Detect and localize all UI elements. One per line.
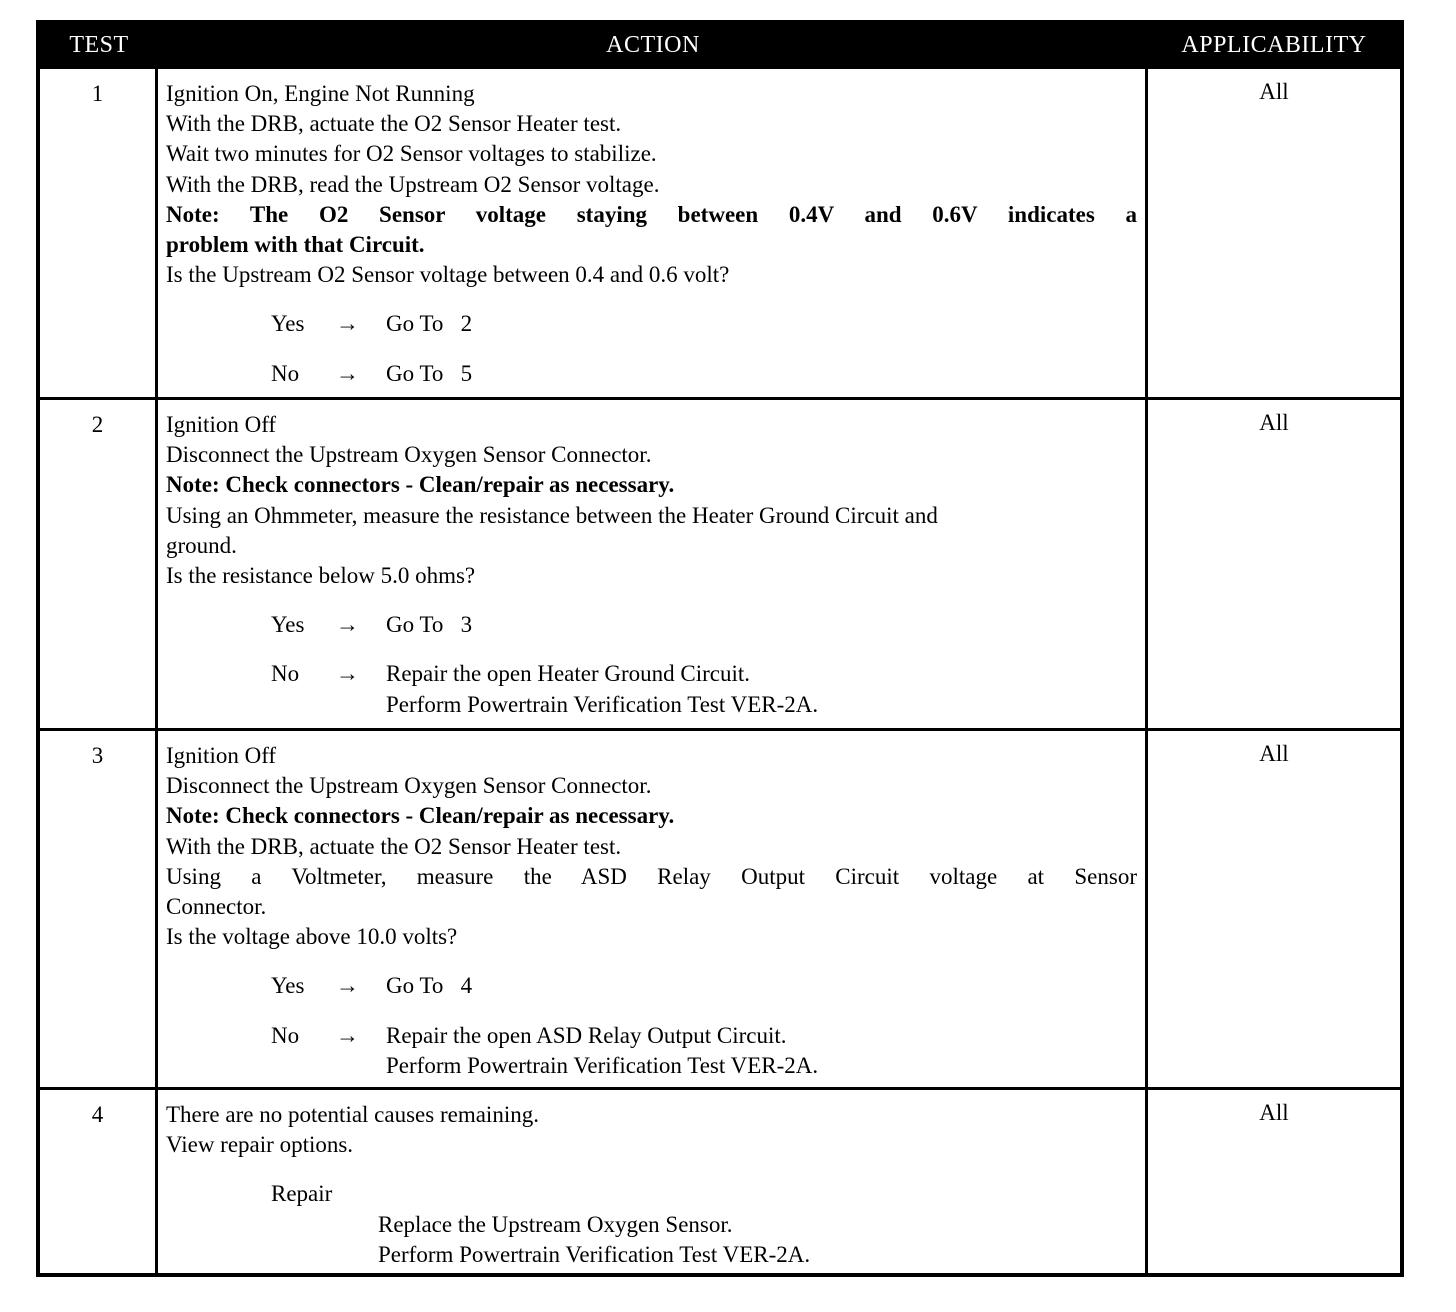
table-row-test-4 <box>40 1087 1400 1273</box>
test-number: 1 <box>40 69 158 397</box>
applicability-cell: All <box>1259 741 1289 766</box>
yes-branch <box>271 309 1137 339</box>
repair-line: Replace the Upstream Oxygen Sensor. <box>378 1211 733 1237</box>
action-line: View repair options. <box>166 1132 354 1158</box>
action-line: Ignition Off <box>166 743 277 768</box>
no-label: No <box>271 360 300 386</box>
no-label: No <box>271 661 300 687</box>
action-line: With the DRB, actuate the O2 Sensor Heater test. <box>166 111 622 137</box>
applicability-cell: All <box>1259 1100 1289 1125</box>
arrow-icon: → <box>336 311 359 337</box>
no-branch <box>271 359 1137 389</box>
arrow-icon: → <box>336 973 359 999</box>
no-target-line: Perform Powertrain Verification Test VER-2A. <box>386 1052 819 1078</box>
action-line: Ignition Off <box>166 412 277 437</box>
no-target-line: Repair the open ASD Relay Output Circuit. <box>386 1022 787 1048</box>
action-line: Using a Voltmeter, measure the ASD Relay Output Circuit voltage at Sensor <box>166 863 1137 889</box>
yes-label: Yes <box>271 973 305 999</box>
yes-label: Yes <box>271 311 305 337</box>
action-line: Disconnect the Upstream Oxygen Sensor Connector. <box>166 442 652 468</box>
action-line: Using an Ohmmeter, measure the resistance between the Heater Ground Circuit and <box>166 502 938 528</box>
no-branch <box>271 1021 1137 1081</box>
action-line: Wait two minutes for O2 Sensor voltages to stabilize. <box>166 141 657 167</box>
no-target <box>386 1021 1137 1081</box>
diagnostic-table <box>36 20 1404 1277</box>
action-cell <box>158 731 1148 1087</box>
action-line: With the DRB, read the Upstream O2 Sensor voltage. <box>166 171 660 197</box>
header-action: ACTION <box>606 31 700 58</box>
note-line: Note: Check connectors - Clean/repair as necessary. <box>166 803 675 829</box>
yes-branch <box>271 610 1137 640</box>
arrow-icon: → <box>336 661 359 687</box>
repair-label: Repair <box>271 1181 333 1207</box>
test-number: 3 <box>40 731 158 1087</box>
table-row-test-2 <box>40 397 1400 728</box>
header-test: TEST <box>69 31 129 58</box>
action-line: There are no potential causes remaining. <box>166 1102 539 1127</box>
no-target <box>386 659 1137 719</box>
note-line: Note: The O2 Sensor voltage staying between 0.4V and 0.6V indicates a <box>166 201 1137 227</box>
action-line: Disconnect the Upstream Oxygen Sensor Connector. <box>166 773 652 799</box>
table-row-test-3 <box>40 728 1400 1087</box>
question-line: Is the Upstream O2 Sensor voltage between 0.4 and 0.6 volt? <box>166 262 730 288</box>
action-cell <box>158 69 1148 397</box>
action-line: Ignition On, Engine Not Running <box>166 81 475 106</box>
action-cell <box>158 1090 1148 1273</box>
yes-branch <box>271 971 1137 1001</box>
arrow-icon: → <box>336 612 359 638</box>
question-line: Is the resistance below 5.0 ohms? <box>166 563 476 589</box>
arrow-icon: → <box>336 360 359 386</box>
no-label: No <box>271 1022 300 1048</box>
header-applicability: APPLICABILITY <box>1181 31 1367 58</box>
no-target: Go To 5 <box>386 360 473 386</box>
test-number: 4 <box>40 1090 158 1273</box>
no-target-line: Repair the open Heater Ground Circuit. <box>386 661 751 687</box>
yes-target: Go To 4 <box>386 973 473 999</box>
applicability-cell: All <box>1259 79 1289 104</box>
yes-label: Yes <box>271 612 305 638</box>
action-line: Connector. <box>166 894 267 920</box>
note-line: Note: Check connectors - Clean/repair as necessary. <box>166 472 675 498</box>
note-line: problem with that Circuit. <box>166 232 425 258</box>
question-line: Is the voltage above 10.0 volts? <box>166 924 458 950</box>
yes-target: Go To 3 <box>386 612 473 638</box>
action-cell <box>158 400 1148 728</box>
no-branch <box>271 659 1137 719</box>
table-row-test-1 <box>40 66 1400 397</box>
test-number: 2 <box>40 400 158 728</box>
action-line: With the DRB, actuate the O2 Sensor Heater test. <box>166 833 622 859</box>
action-line: ground. <box>166 532 237 558</box>
applicability-cell: All <box>1259 410 1289 435</box>
no-target-line: Perform Powertrain Verification Test VER-2A. <box>386 691 819 717</box>
arrow-icon: → <box>336 1022 359 1048</box>
repair-line: Perform Powertrain Verification Test VER-2A. <box>378 1241 811 1267</box>
table-header <box>40 24 1400 66</box>
yes-target: Go To 2 <box>386 311 473 337</box>
